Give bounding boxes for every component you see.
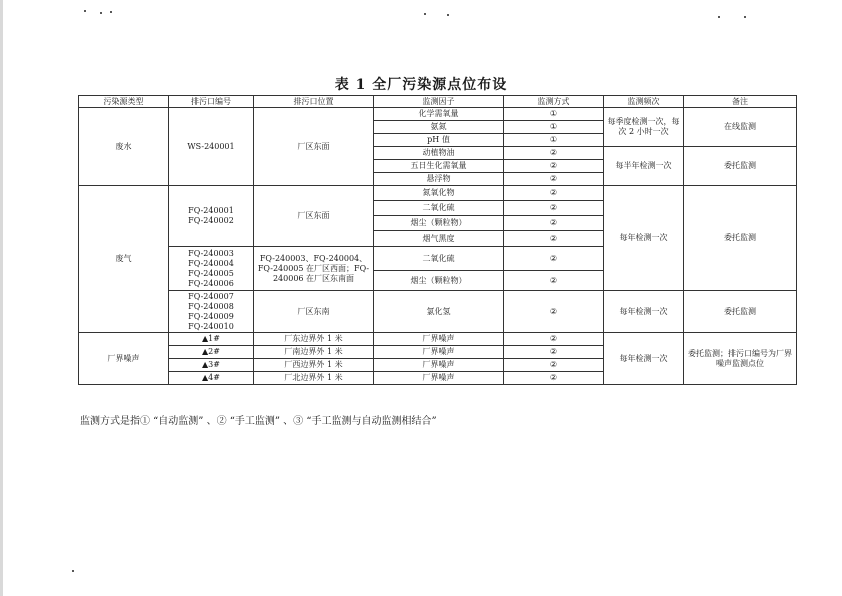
method-cell: ① [504,121,604,134]
scan-speck [718,16,720,18]
factor-cell: 二氧化硫 [374,247,504,271]
factor-cell: 厂界噪声 [374,359,504,372]
method-cell: ② [504,160,604,173]
header-monitoring-factor: 监测因子 [374,96,504,108]
exhaust-group3-outlets: FQ-240007 FQ-240008 FQ-240009 FQ-240010 [169,291,254,333]
exhaust-remark: 委托监测 [684,186,797,291]
wastewater-location: 厂区东面 [254,108,374,186]
header-remark: 备注 [684,96,797,108]
scan-speck [744,16,746,18]
method-cell: ① [504,134,604,147]
pollution-source-table [78,95,797,385]
noise-point: ▲1# [169,333,254,346]
header-outlet-location: 排污口位置 [254,96,374,108]
noise-remark: 委托监测；排污口编号为厂界噪声监测点位 [684,333,797,385]
exhaust-group3-location: 厂区东南 [254,291,374,333]
factor-cell: 氯化氢 [374,291,504,333]
table-title: 表 1 全厂污染源点位布设 [334,77,508,93]
factor-cell: 烟气黑度 [374,231,504,247]
factor-cell: 化学需氧量 [374,108,504,121]
factor-cell: 二氧化硫 [374,201,504,216]
noise-location: 厂西边界外 1 米 [254,359,374,372]
noise-frequency: 每年检测一次 [604,333,684,385]
exhaust-frequency: 每年检测一次 [604,186,684,291]
factor-cell: 烟尘（颗粒物） [374,271,504,291]
header-row [79,96,797,108]
table-row [79,108,797,121]
method-cell: ② [504,231,604,247]
method-cell: ② [504,216,604,231]
method-cell: ② [504,346,604,359]
method-cell: ② [504,201,604,216]
noise-point: ▲2# [169,346,254,359]
factor-cell: pH 值 [374,134,504,147]
wastewater-frequency-1: 每季度检测一次，每次 2 小时一次 [604,108,684,147]
table-row [79,333,797,346]
factor-cell: 悬浮物 [374,173,504,186]
exhaust-group3-frequency: 每年检测一次 [604,291,684,333]
noise-point: ▲3# [169,359,254,372]
footnote: 监测方式是指① “自动监测” 、② “手工监测” 、③ “手工监测与自动监测相结合” [80,416,437,427]
table-row [79,291,797,333]
factor-cell: 氮氧化物 [374,186,504,201]
scan-speck [110,11,112,13]
factor-cell: 厂界噪声 [374,346,504,359]
method-cell: ② [504,271,604,291]
method-cell: ① [504,108,604,121]
method-cell: ② [504,247,604,271]
header-outlet-no: 排污口编号 [169,96,254,108]
method-cell: ② [504,186,604,201]
noise-location: 厂北边界外 1 米 [254,372,374,385]
method-cell: ② [504,291,604,333]
exhaust-type: 废气 [79,186,169,333]
factor-cell: 烟尘（颗粒物） [374,216,504,231]
scan-speck [84,10,86,12]
noise-location: 厂东边界外 1 米 [254,333,374,346]
wastewater-remark-2: 委托监测 [684,147,797,186]
method-cell: ② [504,372,604,385]
scan-speck [447,14,449,16]
exhaust-group2-outlets: FQ-240003 FQ-240004 FQ-240005 FQ-240006 [169,247,254,291]
noise-type: 厂界噪声 [79,333,169,385]
factor-cell: 五日生化需氧量 [374,160,504,173]
wastewater-outlet: WS-240001 [169,108,254,186]
wastewater-type: 废水 [79,108,169,186]
noise-point: ▲4# [169,372,254,385]
method-cell: ② [504,333,604,346]
scan-speck [72,570,74,572]
table-row [79,186,797,201]
method-cell: ② [504,359,604,372]
wastewater-frequency-2: 每半年检测一次 [604,147,684,186]
header-frequency: 监测频次 [604,96,684,108]
method-cell: ② [504,173,604,186]
exhaust-group3-remark: 委托监测 [684,291,797,333]
method-cell: ② [504,147,604,160]
factor-cell: 厂界噪声 [374,333,504,346]
factor-cell: 氨氮 [374,121,504,134]
header-monitoring-method: 监测方式 [504,96,604,108]
header-source-type: 污染源类型 [79,96,169,108]
wastewater-remark-1: 在线监测 [684,108,797,147]
exhaust-group1-outlets: FQ-240001 FQ-240002 [169,186,254,247]
noise-location: 厂南边界外 1 米 [254,346,374,359]
scan-speck [100,12,102,14]
factor-cell: 厂界噪声 [374,372,504,385]
exhaust-group1-location: 厂区东面 [254,186,374,247]
exhaust-group2-location: FQ-240003、FQ-240004、FQ-240005 在厂区西面；FQ-240006 在厂区东南面 [254,247,374,291]
scan-speck [424,13,426,15]
factor-cell: 动植物油 [374,147,504,160]
